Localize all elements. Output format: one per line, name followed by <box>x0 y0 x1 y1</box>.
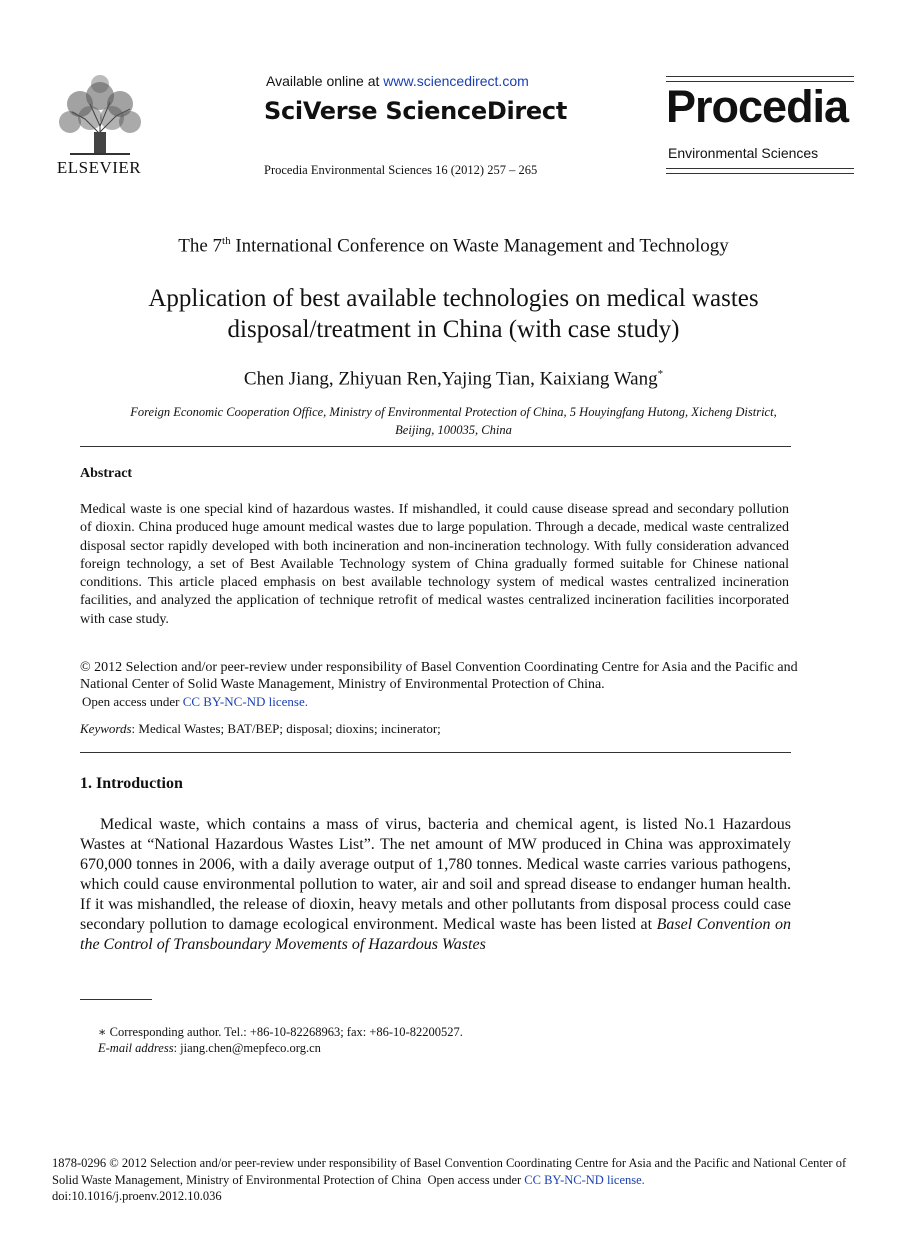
corresponding-author-note: ∗ Corresponding author. Tel.: +86-10-82268963; fax: +86-10-82200527. <box>98 1025 463 1039</box>
abstract-heading: Abstract <box>80 466 133 481</box>
paper-title <box>60 283 847 345</box>
email-address: : jiang.chen@mepfeco.org.cn <box>173 1041 321 1055</box>
availability-prefix: Available online at <box>266 73 384 89</box>
platform-wordmark: SciVerse ScienceDirect <box>264 97 567 125</box>
abstract-text: Medical waste is one special kind of hazardous wastes. If mishandled, it could cause disease spread and secondary pollution of dioxin. China produced huge amount medical wastes due to large population. Through a decade, medical waste centralized disposal sector rapidly developed with both incineration and non-incineration technology. With fully consideration advanced foreign technology, a set of Best Available Technology system of China gradually formed suitable for Chinese national conditions. This article placed emphasis on best available technology system of medical wastes centralized incineration facilities, and analyzed the application of technique retrofit of medical wastes centralized incineration facilities incorporated with case study. <box>80 502 789 627</box>
intro-main-text: Medical waste, which contains a mass of virus, bacteria and chemical agent, is listed No.1 Hazardous Wastes at “National Hazardous Wastes List”. The net amount of MW produced in China was approximately 670,000 tonnes in 2006, with a daily average output of 1,780 tonnes. Medical waste carries various pathogens, which could cause environmental pollution to water, air and soil and spread disease to endanger human health. If it was mishandled, the release of dioxin, heavy metals and other pollutants from disposal process could case secondary pollution to damage ecological environment. Medical waste has been listed at <box>80 816 791 933</box>
affiliation <box>80 403 827 439</box>
conference-prefix: The 7 <box>178 235 223 257</box>
conference-suffix: International Conference on Waste Management and Technology <box>230 235 729 257</box>
footer-open-access: Open access under <box>421 1172 525 1187</box>
license-link[interactable]: CC BY-NC-ND license. <box>182 694 309 709</box>
footnote-rule <box>80 999 152 1000</box>
open-access-line <box>82 694 308 710</box>
email-note <box>98 1041 321 1056</box>
title-line-2: disposal/treatment in China (with case study) <box>227 316 680 343</box>
intro-italic-text: Basel Convention on the Control of Transboundary Movements of Hazardous Wastes <box>80 916 791 953</box>
author-list <box>0 368 907 390</box>
conference-name <box>0 235 907 257</box>
copyright-notice: © 2012 Selection and/or peer-review under responsibility of Basel Convention Coordinating Centre for Asia and the Pacific and National Center of Solid Waste Management, Ministry of Environmental Protection of China. <box>80 660 798 692</box>
keywords-line <box>80 721 441 737</box>
page-footer <box>52 1155 857 1205</box>
affiliation-line-2: Beijing, 100035, China <box>395 423 512 437</box>
procedia-subtitle: Environmental Sciences <box>668 145 819 161</box>
brand-rule-bottom <box>666 168 854 174</box>
corresponding-mark: * <box>657 368 664 380</box>
divider-bottom <box>80 752 791 753</box>
doi: doi:10.1016/j.proenv.2012.10.036 <box>52 1189 222 1203</box>
keywords-label: Keywords <box>80 721 132 736</box>
intro-text <box>80 815 791 955</box>
conference-ordinal: th <box>222 235 231 247</box>
sciencedirect-link[interactable]: www.sciencedirect.com <box>383 73 529 89</box>
availability-line <box>266 73 529 89</box>
author-names: Chen Jiang, Zhiyuan Ren,Yajing Tian, Kaixiang Wang <box>243 368 658 390</box>
title-line-1: Application of best available technologies on medical wastes <box>148 285 759 312</box>
journal-reference: Procedia Environmental Sciences 16 (2012) 257 – 265 <box>264 163 538 177</box>
footer-copyright: 1878-0296 © 2012 Selection and/or peer-review under responsibility of Basel Convention Coordinating Centre for Asia and the Pacific and National Center of Solid Waste Management, Ministry of Environmental Protection of China <box>52 1156 847 1187</box>
divider-top <box>80 446 791 447</box>
affiliation-line-1: Foreign Economic Cooperation Office, Ministry of Environmental Protection of China, 5 Houyingfang Hutong, Xicheng District, <box>130 405 777 419</box>
intro-paragraph <box>80 815 791 955</box>
publisher-wordmark: ELSEVIER <box>56 158 142 177</box>
email-label: E-mail address <box>98 1041 174 1055</box>
open-access-prefix: Open access under <box>82 694 183 709</box>
procedia-logo: Procedia <box>666 81 849 132</box>
keywords-list: : Medical Wastes; BAT/BEP; disposal; dioxins; incinerator; <box>131 721 441 736</box>
footer-license-link[interactable]: CC BY-NC-ND license. <box>524 1172 645 1187</box>
intro-heading: 1. Introduction <box>80 775 183 792</box>
